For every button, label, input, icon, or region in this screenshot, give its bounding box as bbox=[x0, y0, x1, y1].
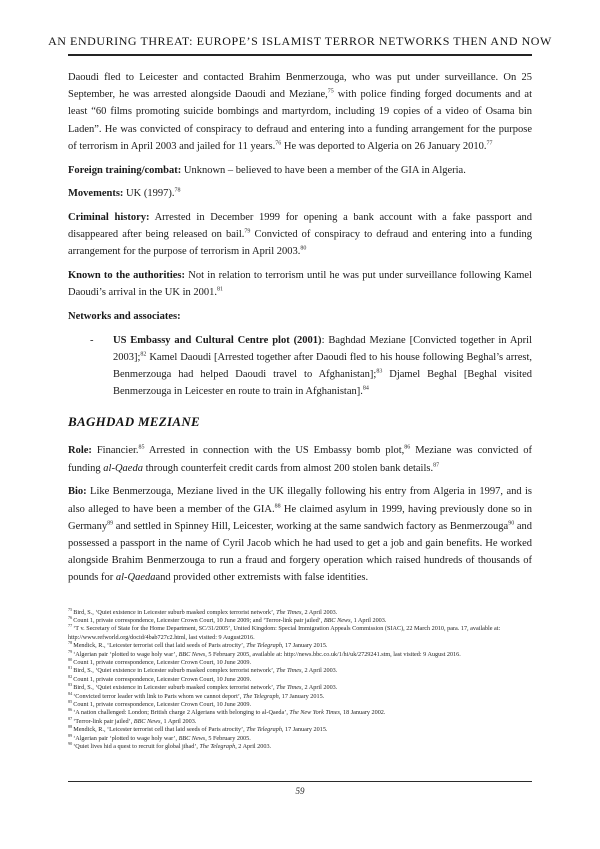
text-segment: ‘T v. Secretary of State for the Home Department, SC/31/2005’, United Kingdom: Special Immigration Appeals Commission (SIAC), 22 March 2010, para. 17, available at: http://www.refworld.org/docid/4bab727c2.html, last visited: 9 August2016. bbox=[68, 625, 501, 641]
footnote-ref: 88 bbox=[274, 503, 281, 510]
text-segment: , 1 April 2003. bbox=[160, 717, 197, 725]
text-segment: , 18 January 2002. bbox=[339, 709, 386, 717]
bullet-item-us-embassy-plot bbox=[90, 332, 532, 401]
paragraph-known-to-authorities bbox=[68, 267, 532, 301]
footnote-ref: 82 bbox=[140, 351, 147, 358]
footnote-number: 87 bbox=[68, 715, 73, 721]
bullet-dash: - bbox=[90, 334, 94, 346]
text-segment: Arrested in December 1999 for opening a bank account with a fake passport and disappeared after being released on bail. bbox=[68, 211, 533, 241]
text-segment: ‘A nation challenged: London; British charge 2 Algerians with belonging to al-Qaeda’, bbox=[73, 709, 290, 717]
text-segment: Criminal history: bbox=[68, 211, 150, 223]
text-segment: Djamel Beghal [Beghal visited Benmerzouga in Leicester en route to train in Afghanistan]. bbox=[113, 369, 533, 398]
page-number: 59 bbox=[295, 786, 305, 796]
text-segment: ‘Convicted terror leader with link to Paris whom we cannot deport’, bbox=[73, 692, 243, 700]
paragraph-bio bbox=[68, 483, 532, 586]
footnote-number: 86 bbox=[68, 707, 73, 713]
text-segment: The Telegraph bbox=[242, 692, 279, 700]
paragraph-role bbox=[68, 442, 532, 476]
footnote-number: 83 bbox=[68, 682, 73, 688]
text-segment: Count 1, private correspondence, Leicester Crown Court, 10 June 2009. bbox=[73, 701, 252, 709]
text-segment: ‘Terror-link pair jailed’, bbox=[73, 717, 134, 725]
footnote-ref: 89 bbox=[107, 520, 114, 527]
paragraph-foreign-training bbox=[68, 162, 532, 179]
text-segment: BBC News bbox=[178, 650, 206, 658]
footnote-item bbox=[68, 726, 532, 734]
footnote-ref: 90 bbox=[508, 520, 515, 527]
page-header bbox=[0, 34, 600, 56]
text-segment: Financier. bbox=[91, 445, 139, 457]
text-segment: , 2 April 2003. bbox=[301, 684, 338, 692]
text-segment: , 5 February 2005, available at: http://news.bbc.co.uk/1/hi/uk/2729241.stm, last visited: 9 August 2016. bbox=[205, 650, 461, 658]
text-segment: Meziane was convicted of funding bbox=[68, 445, 532, 474]
text-segment: Bird, S., ‘Quiet existence in Leicester suburb masked complex terrorist network’, bbox=[73, 684, 277, 692]
text-segment: ‘Algerian pair ‘plotted to wage holy war’, bbox=[73, 734, 179, 742]
text-segment: The Times bbox=[276, 667, 302, 675]
text-segment: Unknown – believed to have been a member of the GIA in Algeria. bbox=[181, 164, 466, 176]
footnote-item bbox=[68, 684, 532, 692]
text-segment: The Telegraph bbox=[199, 743, 236, 751]
header-rule bbox=[68, 54, 532, 56]
text-segment: , 2 April 2003. bbox=[301, 608, 338, 616]
footer-rule bbox=[68, 781, 532, 782]
section-heading-baghdad-meziane: BAGHDAD MEZIANE bbox=[68, 414, 200, 430]
footnote-number: 80 bbox=[68, 656, 73, 662]
footnote-number: 79 bbox=[68, 648, 73, 654]
footnote-number: 88 bbox=[68, 724, 73, 730]
text-segment: Networks and associates: bbox=[68, 310, 181, 322]
footnote-number: 82 bbox=[68, 673, 73, 679]
footnote-ref: 86 bbox=[404, 444, 411, 451]
footnote-ref: 87 bbox=[433, 462, 440, 469]
text-segment: The New York Times bbox=[289, 709, 340, 717]
page-footer bbox=[68, 781, 532, 796]
text-segment: Mendick, R., ‘Leicester terrorist cell that laid seeds of Paris atrocity’, bbox=[73, 642, 247, 650]
footnote-number: 89 bbox=[68, 732, 73, 738]
text-segment: Convicted of conspiracy to defraud and entering into a funding arrangement for the purpose of terrorism in April 2003. bbox=[68, 229, 532, 258]
text-segment: Count 1, private correspondence, Leicester Crown Court, 10 June 2009. bbox=[73, 659, 252, 667]
text-segment: and possessed a passport in the name of Cyril Jacob which he had used to get a job and gain benefits. He worked alongside Brahim Benmerzouga to run a fraud and forgery operation which raised hundreds of thousands of pounds for bbox=[68, 520, 532, 584]
footnote-ref: 80 bbox=[300, 245, 307, 252]
footnote-item bbox=[68, 642, 532, 650]
text-segment: through counterfeit credit cards from almost 200 stolen bank details. bbox=[142, 462, 434, 474]
footnote-ref: 75 bbox=[327, 88, 334, 95]
footnote-ref: 84 bbox=[362, 385, 369, 392]
text-segment: BBC News bbox=[323, 616, 351, 624]
text-segment: Count 1, private correspondence, Leicester Crown Court, 10 June 2009; and ‘Terror-link pair jailed’, bbox=[73, 616, 324, 624]
text-segment: Known to the authorities: bbox=[68, 270, 186, 282]
footnote-number: 84 bbox=[68, 690, 73, 696]
text-segment: : Baghdad Meziane [Convicted together in April 2003]; bbox=[113, 334, 532, 363]
footnote-number: 78 bbox=[68, 640, 73, 646]
page-content bbox=[68, 69, 532, 587]
text-segment: al-Qaeda bbox=[115, 572, 156, 584]
text-segment: with police finding forged documents and at least “60 films promoting suicide bombings and martyrdom, including 19 copies of a video of Osama bin Laden”. He was convicted of conspiracy to defraud and entering into a funding arrangement for the purpose of terrorism in April 2003 and jailed for 11 years. bbox=[68, 89, 532, 152]
text-segment: Count 1, private correspondence, Leicester Crown Court, 10 June 2009. bbox=[73, 675, 252, 683]
footnote-item bbox=[68, 673, 532, 684]
text-segment: al-Qaeda bbox=[103, 462, 143, 474]
footnote-item bbox=[68, 667, 532, 675]
footnote-item bbox=[68, 690, 532, 701]
paragraph-networks-label bbox=[68, 308, 532, 325]
footnote-item bbox=[68, 715, 532, 726]
footnote-item bbox=[68, 606, 532, 617]
text-segment: Role: bbox=[68, 445, 92, 457]
footnote-number: 75 bbox=[68, 606, 73, 612]
text-segment: BBC News bbox=[133, 717, 161, 725]
text-segment: Arrested in connection with the US Embassy bomb plot, bbox=[144, 445, 405, 457]
text-segment: Movements: bbox=[68, 188, 124, 200]
footnote-ref: 78 bbox=[174, 187, 181, 194]
footnote-number: 81 bbox=[68, 665, 73, 671]
text-segment: , 17 January 2015. bbox=[278, 692, 325, 700]
text-segment: , 17 January 2015. bbox=[281, 726, 328, 734]
footnotes-section bbox=[68, 606, 532, 752]
footnote-ref: 83 bbox=[376, 368, 383, 375]
text-segment: The Times bbox=[276, 608, 302, 616]
footnote-item bbox=[68, 743, 532, 751]
report-title: AN ENDURING THREAT: EUROPE’S ISLAMIST TERROR NETWORKS THEN AND NOW bbox=[48, 34, 552, 48]
bullet-text bbox=[113, 332, 532, 401]
paragraph-intro bbox=[68, 69, 532, 155]
footnote-ref: 85 bbox=[138, 444, 145, 451]
text-segment: Kamel Daoudi [Arrested together after Daoudi fled to his house following Beghal’s arrest, Benmerzouga had helped Daoudi travel to Afghanistan]; bbox=[113, 351, 532, 381]
text-segment: BBC News bbox=[178, 734, 206, 742]
text-segment: Daoudi fled to Leicester and contacted Brahim Benmerzouga, who was put under surveillance. On 25 September, he was arrested alongside Daoudi and Meziane, bbox=[68, 72, 532, 101]
text-segment: The Telegraph bbox=[246, 726, 282, 734]
text-segment: , 2 April 2003. bbox=[235, 743, 272, 751]
text-segment: The Times bbox=[276, 684, 302, 692]
text-segment: and provided other extremists with false identities. bbox=[155, 572, 369, 584]
text-segment: Bio: bbox=[68, 486, 87, 498]
footnote-item bbox=[68, 625, 532, 642]
text-segment: , 2 April 2003. bbox=[301, 667, 338, 675]
footnote-item bbox=[68, 732, 532, 743]
text-segment: Mendick, R., ‘Leicester terrorist cell that laid seeds of Paris atrocity’, bbox=[73, 726, 247, 734]
text-segment: Bird, S., ‘Quiet existence in Leicester suburb masked complex terrorist network’, bbox=[73, 667, 277, 675]
footnote-item bbox=[68, 709, 532, 717]
paragraph-movements bbox=[68, 185, 532, 202]
text-segment: He claimed asylum in 1999, having previously done so in Germany bbox=[68, 503, 532, 532]
text-segment: and settled in Spinney Hill, Leicester, working at the same sandwich factory as Benmerzouga bbox=[113, 520, 509, 532]
text-segment: The Telegraph bbox=[246, 642, 282, 650]
text-segment: , 5 February 2005. bbox=[205, 734, 251, 742]
footnote-ref: 81 bbox=[217, 286, 224, 293]
footnote-number: 90 bbox=[68, 741, 73, 747]
text-segment: Bird, S., ‘Quiet existence in Leicester suburb masked complex terrorist network’, bbox=[73, 608, 277, 616]
text-segment: , 1 April 2003. bbox=[350, 616, 387, 624]
text-segment: , 17 January 2015. bbox=[281, 642, 328, 650]
text-segment: Like Benmerzouga, Meziane lived in the UK illegally following his entry from Algeria in 1997, and is also alleged to have been a member of the GIA. bbox=[68, 486, 532, 515]
text-segment: Foreign training/combat: bbox=[68, 164, 182, 176]
text-segment: ‘Algerian pair ‘plotted to wage holy war’, bbox=[73, 650, 179, 658]
footnote-ref: 76 bbox=[275, 140, 282, 147]
footnote-number: 77 bbox=[68, 623, 73, 629]
text-segment: UK (1997). bbox=[123, 188, 175, 200]
footnote-ref: 79 bbox=[244, 228, 251, 235]
text-segment: He was deported to Algeria on 26 January 2010. bbox=[281, 140, 487, 152]
footnote-item bbox=[68, 648, 532, 659]
footnote-number: 85 bbox=[68, 698, 73, 704]
text-segment: Not in relation to terrorism until he was put under surveillance following Kamel Daoudi’s arrival in the UK in 2001. bbox=[68, 270, 532, 299]
text-segment: US Embassy and Cultural Centre plot (2001) bbox=[113, 334, 322, 346]
text-segment: ‘Quiet lives hid a quest to recruit for global jihad’, bbox=[73, 743, 200, 751]
footnote-number: 76 bbox=[68, 614, 73, 620]
footnote-ref: 77 bbox=[486, 140, 493, 147]
paragraph-criminal-history bbox=[68, 209, 532, 261]
